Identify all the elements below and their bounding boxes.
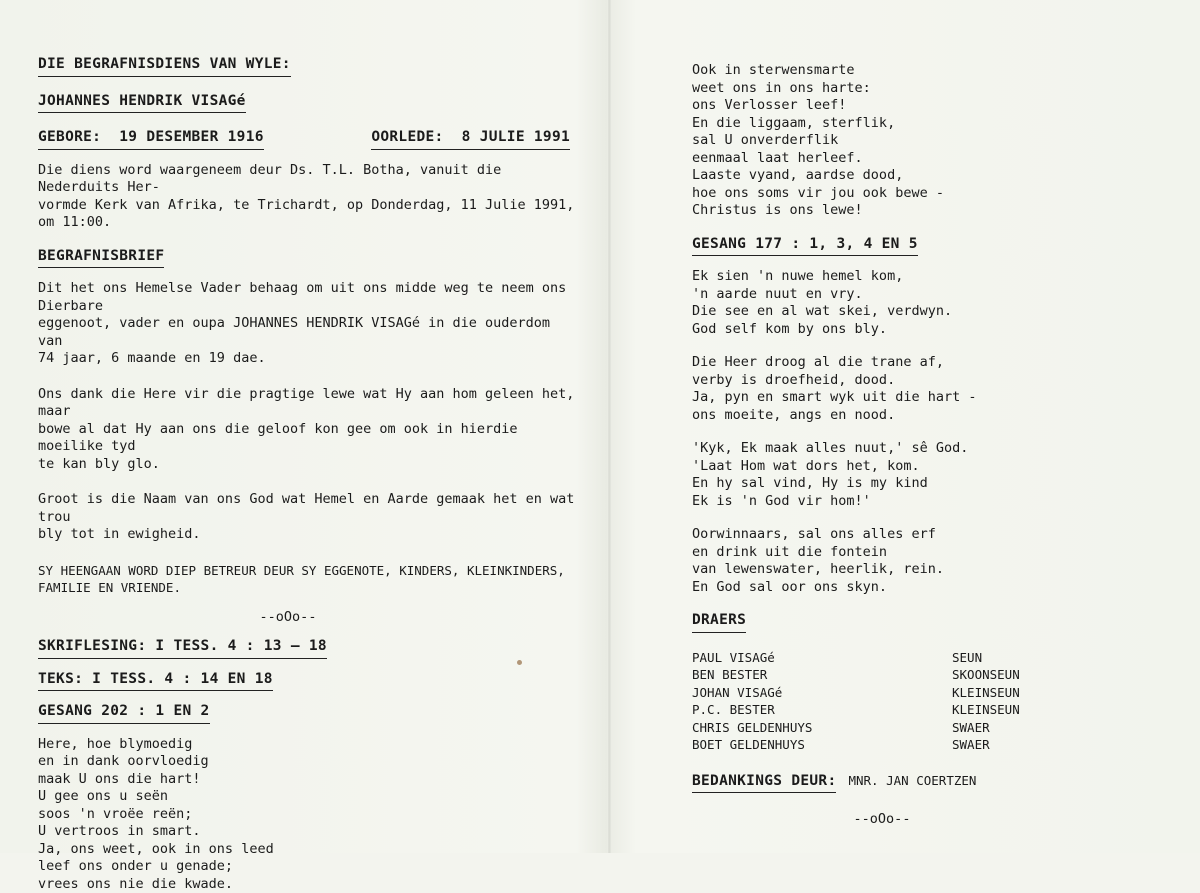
- verse-line: eenmaal laat herleef.: [692, 150, 1162, 168]
- thanks-value: MNR. JAN COERTZEN: [848, 772, 976, 790]
- hymn-line: maak U ons die hart!: [38, 771, 578, 789]
- verse-line: Ek sien 'n nuwe hemel kom,: [692, 268, 1162, 286]
- died-date: OORLEDE: 8 JULIE 1991: [371, 129, 570, 150]
- letter-paragraph-3: Groot is die Naam van ons God wat Hemel en Aarde gemaak het en wat trou bly tot in ewigheid.: [38, 491, 578, 544]
- verse-line: hoe ons soms vir jou ook bewe -: [692, 185, 1162, 203]
- deceased-name: JOHANNES HENDRIK VISAGé: [38, 93, 246, 114]
- divider-left: --oOo--: [38, 609, 538, 627]
- hymn-line: en in dank oorvloedig: [38, 753, 578, 771]
- hymn-177-stanza-4: [692, 526, 1162, 596]
- hymn-line: soos 'n vroëe reën;: [38, 806, 578, 824]
- verse-line: sal U onverderflik: [692, 132, 1162, 150]
- verse-line: Die see en al wat skei, verdwyn.: [692, 303, 1162, 321]
- verse-line: ons moeite, angs en nood.: [692, 407, 1162, 425]
- bearer-name: P.C. BESTER: [692, 701, 952, 719]
- verse-line: En God sal oor ons skyn.: [692, 579, 1162, 597]
- bearer-relation: KLEINSEUN: [952, 701, 1072, 719]
- verse-line: Die Heer droog al die trane af,: [692, 354, 1162, 372]
- hymn-202-heading: GESANG 202 : 1 EN 2: [38, 703, 210, 724]
- dates-row: [38, 129, 570, 150]
- verse-line: Oorwinnaars, sal ons alles erf: [692, 526, 1162, 544]
- verse-line: 'Laat Hom wat dors het, kom.: [692, 458, 1162, 476]
- verse-line: Laaste vyand, aardse dood,: [692, 167, 1162, 185]
- service-text: Die diens word waargeneem deur Ds. T.L. Botha, vanuit die Nederduits Her- vormde Kerk van Afrika, te Trichardt, op Donderdag, 11 Julie 1991, om 11:00.: [38, 162, 578, 232]
- hymn-177-stanza-3: [692, 440, 1162, 510]
- divider-right: --oOo--: [692, 811, 1072, 829]
- bearer-relation: SWAER: [952, 736, 1072, 754]
- right-page: [692, 62, 1162, 829]
- left-page: [38, 56, 578, 893]
- verse-line: verby is droefheid, dood.: [692, 372, 1162, 390]
- bearer-name: CHRIS GELDENHUYS: [692, 719, 952, 737]
- scripture-reading: SKRIFLESING: I TESS. 4 : 13 — 18: [38, 638, 327, 659]
- bearers-heading: DRAERS: [692, 612, 746, 633]
- hymn-line: U vertroos in smart.: [38, 823, 578, 841]
- thanks-label: BEDANKINGS DEUR:: [692, 773, 836, 794]
- sermon-text: TEKS: I TESS. 4 : 14 EN 18: [38, 671, 273, 692]
- paper-fold: [608, 0, 611, 853]
- letter-paragraph-2: Ons dank die Here vir die pragtige lewe wat Hy aan hom geleen het, maar bowe al dat Hy aan ons die geloof kon gee om ook in hierdie moeilike tyd te kan bly glo.: [38, 386, 578, 474]
- verse-line: 'n aarde nuut en vry.: [692, 286, 1162, 304]
- hymn-177-heading: GESANG 177 : 1, 3, 4 EN 5: [692, 236, 918, 257]
- verse-line: En hy sal vind, Hy is my kind: [692, 475, 1162, 493]
- verse-line: weet ons in ons harte:: [692, 80, 1162, 98]
- bearer-name: BOET GELDENHUYS: [692, 736, 952, 754]
- verse-line: God self kom by ons bly.: [692, 321, 1162, 339]
- verse-line: en drink uit die fontein: [692, 544, 1162, 562]
- verse-line: En die liggaam, sterflik,: [692, 115, 1162, 133]
- verse-line: Ook in sterwensmarte: [692, 62, 1162, 80]
- bearer-name: BEN BESTER: [692, 666, 952, 684]
- hymn-177-stanza-2: [692, 354, 1162, 424]
- verse-line: Christus is ons lewe!: [692, 202, 1162, 220]
- bearer-name: JOHAN VISAGé: [692, 684, 952, 702]
- bearers-list: [692, 649, 1162, 754]
- service-title: DIE BEGRAFNISDIENS VAN WYLE:: [38, 56, 291, 77]
- letter-paragraph-4: SY HEENGAAN WORD DIEP BETREUR DEUR SY EGGENOTE, KINDERS, KLEINKINDERS, FAMILIE EN VRIENDE.: [38, 562, 578, 597]
- bearer-relation: KLEINSEUN: [952, 684, 1072, 702]
- verse-line: Ek is 'n God vir hom!': [692, 493, 1162, 511]
- hymn-line: Ja, ons weet, ook in ons leed: [38, 841, 578, 859]
- hymn-line: Here, hoe blymoedig: [38, 736, 578, 754]
- verse-line: van lewenswater, heerlik, rein.: [692, 561, 1162, 579]
- bearer-relation: SEUN: [952, 649, 1072, 667]
- letter-paragraph-1: Dit het ons Hemelse Vader behaag om uit ons midde weg te neem ons Dierbare eggenoot, vader en oupa JOHANNES HENDRIK VISAGé in die ouderdom van 74 jaar, 6 maande en 19 dae.: [38, 280, 578, 368]
- verse-line: Ja, pyn en smart wyk uit die hart -: [692, 389, 1162, 407]
- hymn-line: vrees ons nie die kwade.: [38, 876, 578, 893]
- hymn-202-continued: [692, 62, 1162, 220]
- hymn-line: U gee ons u seën: [38, 788, 578, 806]
- verse-line: ons Verlosser leef!: [692, 97, 1162, 115]
- verse-line: 'Kyk, Ek maak alles nuut,' sê God.: [692, 440, 1162, 458]
- bearer-relation: SWAER: [952, 719, 1072, 737]
- hymn-177-stanza-1: [692, 268, 1162, 338]
- born-date: GEBORE: 19 DESEMBER 1916: [38, 129, 264, 150]
- hymn-line: leef ons onder u genade;: [38, 858, 578, 876]
- letter-heading: BEGRAFNISBRIEF: [38, 248, 164, 269]
- thanks-row: [692, 772, 1162, 794]
- hymn-202-lines: [38, 736, 578, 893]
- bearer-name: PAUL VISAGé: [692, 649, 952, 667]
- bearer-relation: SKOONSEUN: [952, 666, 1072, 684]
